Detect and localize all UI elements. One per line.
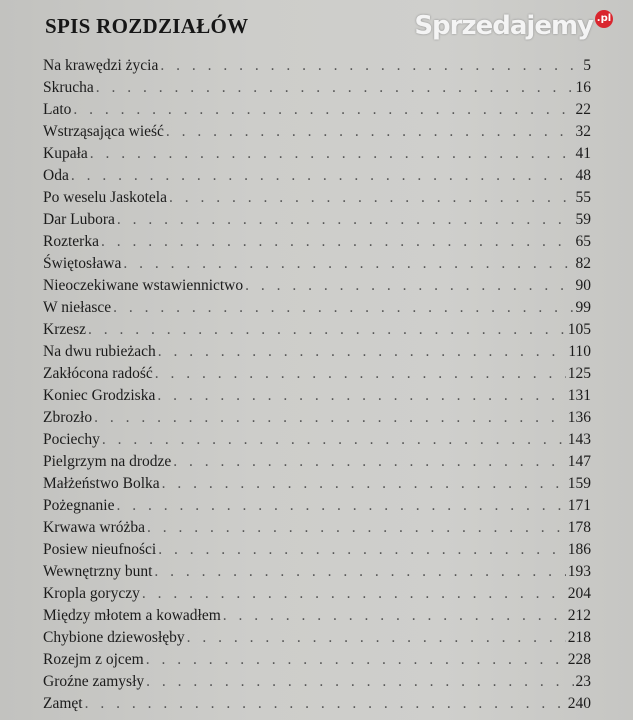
- dot-leader: [187, 627, 566, 649]
- chapter-title: Skrucha: [43, 79, 94, 96]
- toc-entry: [43, 583, 591, 605]
- chapter-title: Zbrozło: [43, 409, 93, 426]
- toc-entry: [43, 495, 591, 517]
- chapter-title: Rozejm z ojcem: [43, 651, 144, 668]
- toc-entry: [43, 693, 591, 715]
- page-number: 143: [567, 431, 591, 448]
- page-number: 99: [575, 299, 591, 316]
- toc-entry: [43, 407, 591, 429]
- page-number: 136: [567, 409, 591, 426]
- page-number: 23: [575, 673, 591, 690]
- toc-entry: [43, 561, 591, 583]
- dot-leader: [158, 341, 567, 363]
- chapter-title: Wstrząsająca wieść: [43, 123, 164, 140]
- toc-entry: [43, 253, 591, 275]
- chapter-title: Świętosława: [43, 255, 122, 272]
- chapter-title: Lato: [43, 101, 72, 118]
- page-number: 240: [567, 695, 591, 712]
- dot-leader: [117, 209, 574, 231]
- page-number: 16: [575, 79, 591, 96]
- toc-entry: [43, 517, 591, 539]
- page-title: SPIS ROZDZIAŁÓW: [45, 14, 249, 38]
- dot-leader: [96, 77, 574, 99]
- dot-leader: [94, 407, 566, 429]
- page-number: 125: [567, 365, 591, 382]
- chapter-title: Kupała: [43, 145, 88, 162]
- page-number: 193: [567, 563, 591, 580]
- watermark-logo: [414, 10, 613, 42]
- dot-leader: [116, 495, 565, 517]
- dot-leader: [85, 693, 566, 715]
- page-number: 55: [575, 189, 591, 206]
- dot-leader: [154, 561, 565, 583]
- page-number: 105: [567, 321, 591, 338]
- toc-entry: [43, 319, 591, 341]
- chapter-title: Koniec Grodziska: [43, 387, 156, 404]
- toc-entry: [43, 77, 591, 99]
- page-number: 41: [575, 145, 591, 162]
- chapter-title: Pożegnanie: [43, 497, 115, 514]
- chapter-title: Pielgrzym na drodze: [43, 453, 172, 470]
- chapter-title: Między młotem a kowadłem: [43, 607, 221, 624]
- page-number: 32: [575, 123, 591, 140]
- dot-leader: [169, 187, 574, 209]
- chapter-title: Zakłócona radość: [43, 365, 153, 382]
- toc-entry: [43, 209, 591, 231]
- toc-entry: [43, 385, 591, 407]
- dot-leader: [158, 539, 566, 561]
- dot-leader: [90, 143, 574, 165]
- page-number: 82: [575, 255, 591, 272]
- page-number: 90: [575, 277, 591, 294]
- chapter-title: Małżeństwo Bolka: [43, 475, 160, 492]
- toc-entry: [43, 231, 591, 253]
- page-number: 159: [567, 475, 591, 492]
- page-number: 186: [567, 541, 591, 558]
- page-number: 204: [567, 585, 591, 602]
- toc-entry: [43, 671, 591, 693]
- dot-leader: [123, 253, 573, 275]
- toc-entry: [43, 649, 591, 671]
- watermark-badge: .pl: [595, 10, 613, 28]
- dot-leader: [245, 275, 573, 297]
- toc-entry: [43, 297, 591, 319]
- chapter-title: Nieoczekiwane wstawiennictwo: [43, 277, 244, 294]
- chapter-title: Dar Lubora: [43, 211, 115, 228]
- dot-leader: [73, 99, 573, 121]
- dot-leader: [101, 231, 574, 253]
- page-number: 5: [583, 57, 591, 74]
- toc-entry: [43, 473, 591, 495]
- chapter-title: Po weselu Jaskotela: [43, 189, 167, 206]
- watermark-text: Sprzedajemy: [414, 11, 593, 41]
- page-number: 48: [575, 167, 591, 184]
- toc-entry: [43, 121, 591, 143]
- dot-leader: [157, 385, 565, 407]
- toc-entry: [43, 341, 591, 363]
- page-number: 228: [567, 651, 591, 668]
- page-number: 22: [575, 101, 591, 118]
- dot-leader: [147, 517, 566, 539]
- toc-entry: [43, 429, 591, 451]
- page-number: 65: [575, 233, 591, 250]
- page-number: 147: [567, 453, 591, 470]
- chapter-title: Chybione dziewosłęby: [43, 629, 185, 646]
- chapter-title: Kropla goryczy: [43, 585, 140, 602]
- toc-entry: [43, 165, 591, 187]
- dot-leader: [162, 473, 566, 495]
- chapter-title: Rozterka: [43, 233, 99, 250]
- toc-entry: [43, 627, 591, 649]
- dot-leader: [223, 605, 566, 627]
- dot-leader: [166, 121, 574, 143]
- page-number: 131: [567, 387, 591, 404]
- dot-leader: [71, 165, 574, 187]
- dot-leader: [155, 363, 566, 385]
- chapter-title: Na dwu rubieżach: [43, 343, 156, 360]
- chapter-title: Na krawędzi życia: [43, 57, 159, 74]
- chapter-title: Krzesz: [43, 321, 87, 338]
- dot-leader: [146, 649, 566, 671]
- dot-leader: [102, 429, 566, 451]
- dot-leader: [146, 671, 573, 693]
- toc-entry: [43, 363, 591, 385]
- toc-entry: [43, 451, 591, 473]
- page-number: 59: [575, 211, 591, 228]
- toc-entry: [43, 275, 591, 297]
- chapter-title: Posiew nieufności: [43, 541, 157, 558]
- dot-leader: [142, 583, 566, 605]
- chapter-title: W niełasce: [43, 299, 112, 316]
- dot-leader: [113, 297, 573, 319]
- page-number: 110: [568, 343, 591, 360]
- chapter-title: Groźne zamysły: [43, 673, 145, 690]
- page-number: 212: [567, 607, 591, 624]
- chapter-title: Zamęt: [43, 695, 83, 712]
- chapter-title: Krwawa wróżba: [43, 519, 145, 536]
- toc-entry: [43, 187, 591, 209]
- table-of-contents: [43, 55, 591, 715]
- toc-entry: [43, 99, 591, 121]
- dot-leader: [160, 55, 575, 77]
- page-number: 178: [567, 519, 591, 536]
- page-number: 171: [567, 497, 591, 514]
- toc-entry: [43, 605, 591, 627]
- dot-leader: [88, 319, 566, 341]
- dot-leader: [173, 451, 565, 473]
- toc-entry: [43, 539, 591, 561]
- toc-entry: [43, 143, 591, 165]
- toc-entry: [43, 55, 591, 77]
- chapter-title: Oda: [43, 167, 69, 184]
- chapter-title: Pociechy: [43, 431, 100, 448]
- page-number: 218: [567, 629, 591, 646]
- chapter-title: Wewnętrzny bunt: [43, 563, 153, 580]
